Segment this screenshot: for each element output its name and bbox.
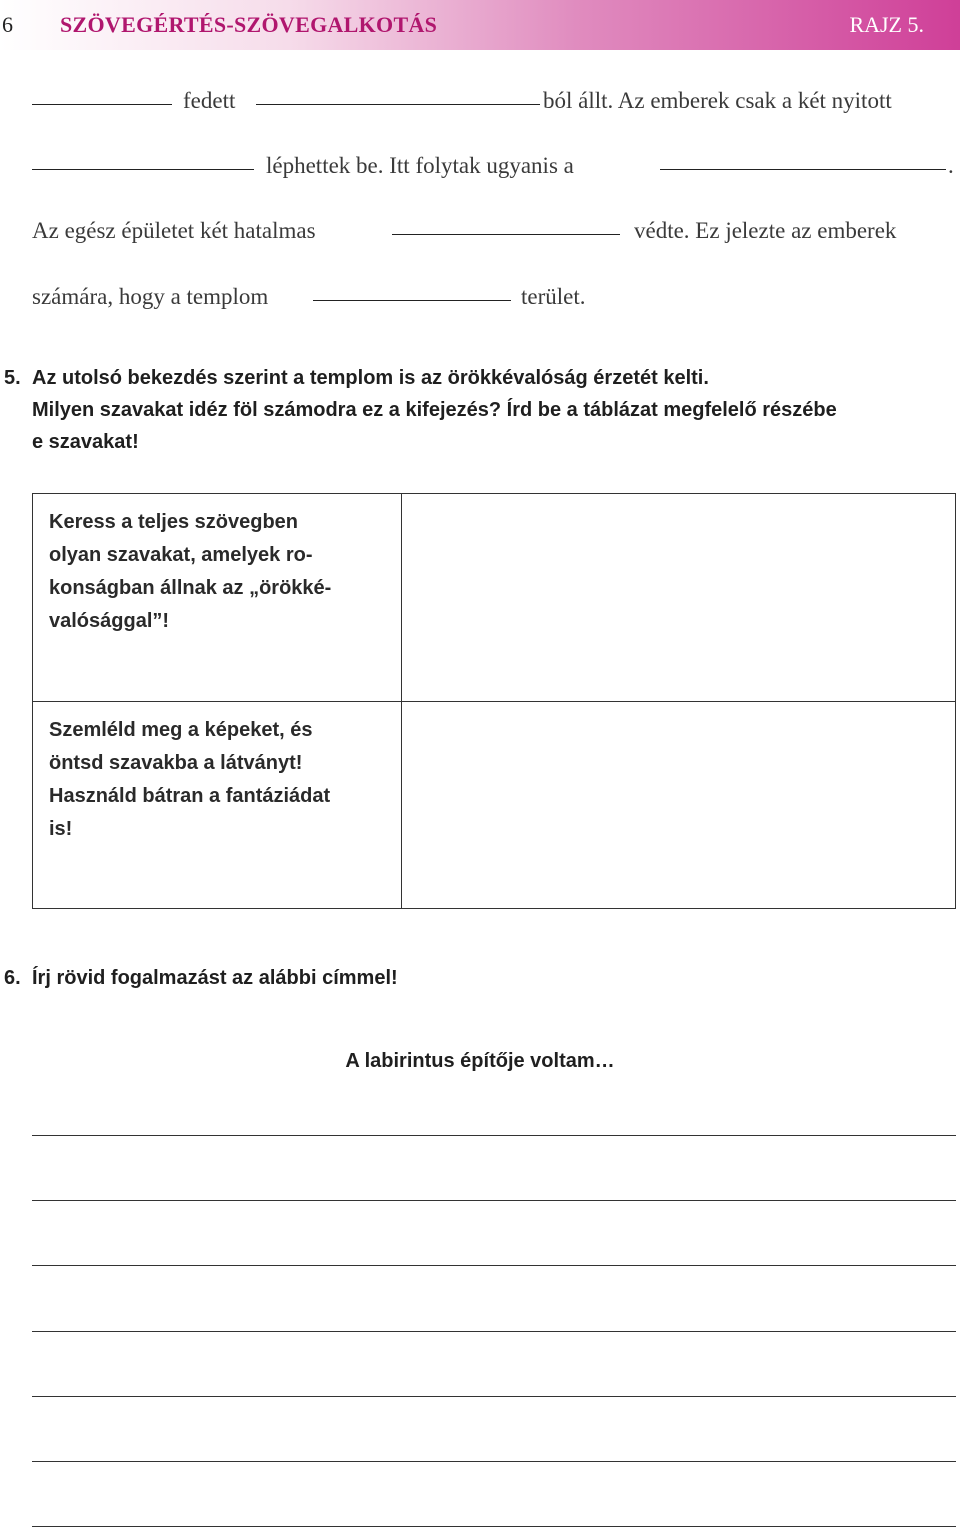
writing-line[interactable] [32, 1526, 956, 1527]
table-divider [33, 701, 955, 702]
blank-field[interactable] [313, 300, 511, 301]
cloze-line-2 [0, 147, 960, 187]
blank-field[interactable] [32, 104, 172, 105]
cloze-line-3 [0, 212, 960, 252]
subject-label: RAJZ 5. [849, 12, 924, 37]
task-6-number: 6. [4, 967, 21, 989]
task-5-number: 5. [4, 367, 21, 389]
table-prompt-2: Szemléld meg a képeket, és öntsd szavakba a látványt! Használd bátran a fantáziádat is! [49, 719, 331, 840]
cloze-text: léphettek be. Itt folytak ugyanis a [266, 153, 574, 178]
answer-cell-2[interactable] [403, 703, 955, 908]
task-5-line-2: Milyen szavakat idéz föl számodra ez a kifejezés? Írd be a táblázat megfelelő részébe [32, 399, 837, 421]
cloze-text: védte. Ez jelezte az emberek [634, 218, 897, 243]
task-6-text: Írj rövid fogalmazást az alábbi címmel! [32, 967, 398, 989]
cloze-text: számára, hogy a templom [32, 284, 269, 309]
cloze-text: ból állt. Az emberek csak a két nyitott [543, 88, 892, 113]
section-title: SZÖVEGÉRTÉS-SZÖVEGALKOTÁS [60, 12, 438, 37]
cloze-line-1 [0, 82, 960, 122]
writing-line[interactable] [32, 1265, 956, 1266]
cloze-text: Az egész épületet két hatalmas [32, 218, 316, 243]
cloze-text: fedett [183, 88, 236, 113]
task-5-line-3: e szavakat! [32, 431, 139, 453]
writing-line[interactable] [32, 1461, 956, 1462]
writing-line[interactable] [32, 1135, 956, 1136]
essay-title: A labirintus építője voltam… [345, 1050, 615, 1072]
page-number: 6 [2, 12, 13, 37]
page-header [0, 0, 960, 50]
blank-field[interactable] [660, 169, 946, 170]
blank-field[interactable] [392, 234, 620, 235]
answer-cell-1[interactable] [403, 494, 955, 700]
writing-line[interactable] [32, 1331, 956, 1332]
writing-line[interactable] [32, 1200, 956, 1201]
blank-field[interactable] [32, 169, 254, 170]
task-5-line-1: Az utolsó bekezdés szerint a templom is az örökkévalóság érzetét kelti. [32, 367, 709, 389]
writing-line[interactable] [32, 1396, 956, 1397]
cloze-line-4 [0, 278, 960, 318]
blank-field[interactable] [256, 104, 540, 105]
cloze-text: terület. [521, 284, 586, 309]
answer-table [32, 493, 956, 909]
cloze-text: . [948, 153, 954, 178]
table-prompt-1: Keress a teljes szövegben olyan szavakat, amelyek ro- konságban állnak az „örökké- valósággal”! [49, 511, 332, 632]
